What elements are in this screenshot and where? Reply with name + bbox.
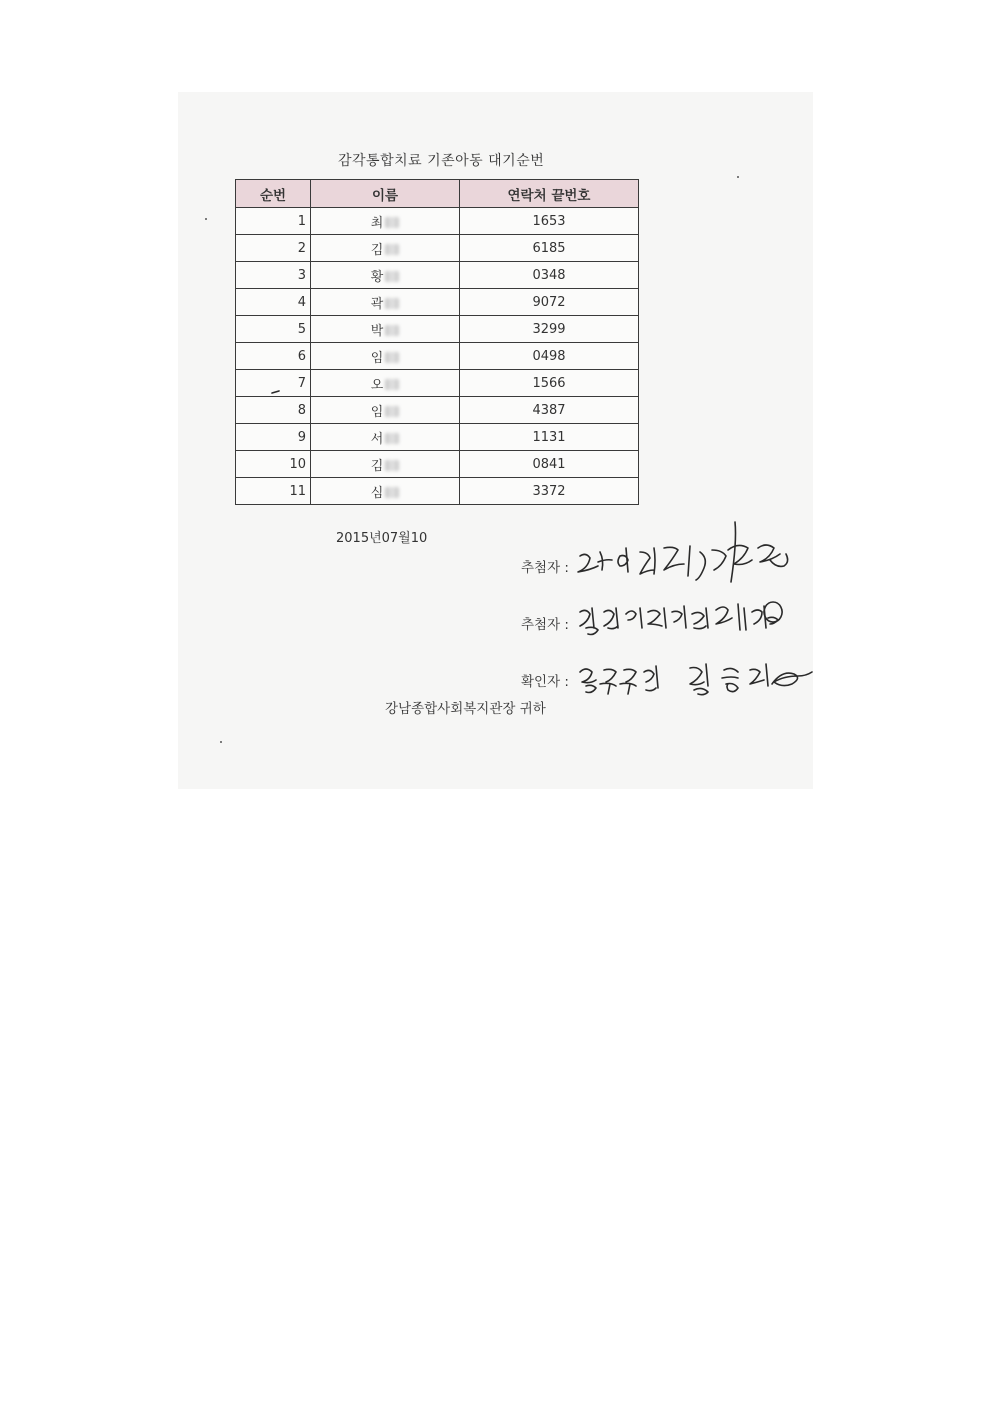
name-text: 임 [370, 350, 384, 366]
table-row [236, 235, 639, 262]
row-phone: 3372 [460, 478, 639, 505]
row-phone: 4387 [460, 397, 639, 424]
table-row [236, 262, 639, 289]
scan-speck [737, 176, 739, 178]
name-text: 오 [370, 377, 384, 393]
row-number: 7 [236, 370, 311, 397]
row-number: 3 [236, 262, 311, 289]
row-number: 11 [236, 478, 311, 505]
redacted-name [385, 379, 399, 390]
table-row [236, 316, 639, 343]
row-phone: 0498 [460, 343, 639, 370]
drawer-label-1: 추첨자 : [521, 560, 569, 576]
name-text: 최 [370, 215, 384, 231]
row-number: 5 [236, 316, 311, 343]
redacted-name [385, 352, 399, 363]
redacted-name [385, 325, 399, 336]
row-phone: 0841 [460, 451, 639, 478]
drawer-label-2: 추첨자 : [521, 617, 569, 633]
row-phone: 1566 [460, 370, 639, 397]
table-row [236, 208, 639, 235]
row-name [311, 424, 460, 451]
row-phone: 3299 [460, 316, 639, 343]
table-row [236, 451, 639, 478]
row-name [311, 343, 460, 370]
document-date: 2015년07월10 [336, 531, 428, 546]
confirmer-label: 확인자 : [521, 674, 569, 690]
row-number: 1 [236, 208, 311, 235]
row-name [311, 478, 460, 505]
waiting-list-table [235, 179, 639, 505]
name-text: 황 [370, 269, 384, 285]
row-number: 10 [236, 451, 311, 478]
name-text: 심 [370, 485, 384, 501]
name-text: 김 [370, 242, 384, 258]
table-header-row [236, 180, 639, 208]
header-number: 순번 [236, 180, 311, 208]
table-row [236, 289, 639, 316]
row-phone: 6185 [460, 235, 639, 262]
redacted-name [385, 460, 399, 471]
row-name [311, 235, 460, 262]
table-row [236, 397, 639, 424]
table-row [236, 343, 639, 370]
name-text: 임 [370, 404, 384, 420]
name-text: 박 [370, 323, 384, 339]
row-number: 6 [236, 343, 311, 370]
document-title: 감각통합치료 기존아동 대기순번 [338, 153, 545, 169]
redacted-name [385, 406, 399, 417]
name-text: 김 [370, 458, 384, 474]
row-number: 4 [236, 289, 311, 316]
row-number: 2 [236, 235, 311, 262]
row-phone: 9072 [460, 289, 639, 316]
recipient-line: 강남종합사회복지관장 귀하 [385, 701, 546, 717]
scan-speck [205, 218, 207, 220]
redacted-name [385, 433, 399, 444]
header-name: 이름 [311, 180, 460, 208]
row-number: 8 [236, 397, 311, 424]
table-row [236, 478, 639, 505]
row-name [311, 262, 460, 289]
scan-speck [220, 741, 222, 743]
row-phone: 0348 [460, 262, 639, 289]
header-phone: 연락처 끝번호 [460, 180, 639, 208]
row-name [311, 289, 460, 316]
name-text: 서 [370, 431, 384, 447]
redacted-name [385, 217, 399, 228]
redacted-name [385, 298, 399, 309]
redacted-name [385, 271, 399, 282]
row-name [311, 208, 460, 235]
table-row [236, 424, 639, 451]
table-row [236, 370, 639, 397]
row-phone: 1131 [460, 424, 639, 451]
row-name [311, 397, 460, 424]
row-name [311, 370, 460, 397]
row-name [311, 451, 460, 478]
row-name [311, 316, 460, 343]
name-text: 곽 [370, 296, 384, 312]
row-phone: 1653 [460, 208, 639, 235]
redacted-name [385, 487, 399, 498]
redacted-name [385, 244, 399, 255]
row-number: 9 [236, 424, 311, 451]
